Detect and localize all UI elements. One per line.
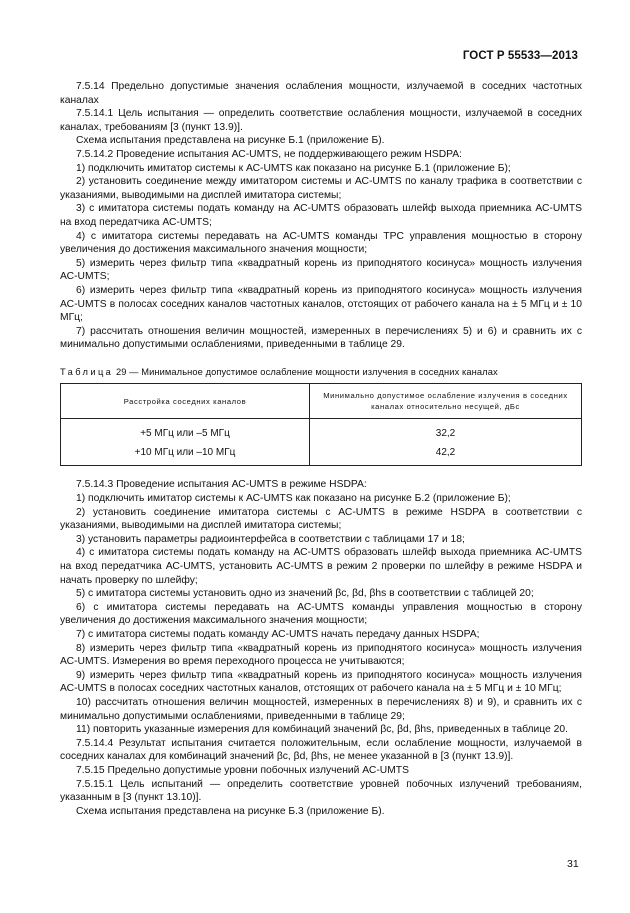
list-item: 3) установить параметры радиоинтерфейса в соответствии с таблицами 17 и 18; — [76, 533, 465, 545]
page-content — [60, 80, 582, 818]
list-item: 7) рассчитать отношения величин мощностей, измеренных в перечислениях 5) и 6) и сравнить их с минимально допустимыми ослаблениями, приведенными в таблице 29. — [60, 325, 582, 351]
paragraph-7-5-14-1: 7.5.14.1 Цель испытания — определить соответствие ослабления мощности, излучаемой в соседних каналах, требованиям [3 (пункт 13.9)]. — [60, 108, 582, 133]
table-cell-value: 32,2 — [310, 419, 582, 444]
page-number: 31 — [567, 858, 579, 870]
column-header-offset: Расстройка соседних каналов — [61, 384, 310, 419]
table-row — [61, 419, 582, 444]
column-header-attenuation: Минимально допустимое ослабление излучения в соседних каналах относительно несущей, дБс — [310, 384, 582, 419]
list-item: 5) измерить через фильтр типа «квадратный корень из приподнятого косинуса» мощность излучения АС-UMTS; — [60, 257, 582, 283]
paragraph-7-5-14-4: 7.5.14.4 Результат испытания считается положительным, если ослабление мощности, излучаемой в соседних каналах для комбинаций значений βc, βd, βhs, не менее указанной в [3 (пункт 13.9)]. — [60, 737, 582, 763]
paragraph-scheme-b1: Схема испытания представлена на рисунке Б.1 (приложение Б). — [76, 135, 385, 147]
list-item: 1) подключить имитатор системы к АС-UMTS как показано на рисунке Б.2 (приложение Б); — [76, 493, 511, 505]
list-item: 7) с имитатора системы подать команду АС-UMTS начать передачу данных HSDPA; — [76, 629, 480, 640]
list-item: 1) подключить имитатор системы к АС-UMTS как показано на рисунке Б.1 (приложение Б); — [76, 162, 511, 174]
list-item: 4) с имитатора системы передавать на АС-UMTS команды TPC управления мощностью в сторону увеличения до достижения максимального значения мощности; — [60, 230, 582, 256]
section-7-5-14-3 — [60, 478, 582, 818]
list-item: 6) с имитатора системы передавать на АС-UMTS команды управления мощностью в сторону увеличения до достижения максимального значения мощности; — [60, 601, 582, 627]
paragraph-7-5-15-1: 7.5.15.1 Цель испытаний — определить соответствие уровней побочных излучений требованиям, указанным в [3 (пункт 13.10)]. — [60, 778, 582, 804]
table-header-row — [61, 384, 582, 419]
list-item: 6) измерить через фильтр типа «квадратный корень из приподнятого косинуса» мощность излучения АС-UMTS в полосах соседних каналов частотных каналов, отстоящих от рабочего канала на ± 5 МГц и ± 10 МГц; — [60, 284, 582, 324]
list-item: 4) с имитатора системы подать команду на АС-UMTS образовать шлейф выхода приемника АС-UMTS на вход передатчика АС-UMTS, установить АС-UMTS в режим 2 проверки по шлейфу в режиме HSDPA и начать проверку по шлейфу; — [60, 547, 582, 586]
list-item: 11) повторить указанные измерения для комбинаций значений βc, βd, βhs, приведенных в таблице 20. — [76, 724, 568, 736]
table-row — [61, 443, 582, 466]
list-item: 9) измерить через фильтр типа «квадратный корень из приподнятого косинуса» мощность излучения АС-UMTS в полосах соседних частотных каналов, отстоящих от рабочего канала на ± 5 МГц и ± 10 МГц; — [60, 669, 582, 695]
table-caption-label: Таблица — [60, 366, 114, 377]
paragraph-7-5-14-3: 7.5.14.3 Проведение испытания АС-UMTS в режиме HSDPA: — [76, 479, 367, 491]
paragraph-scheme-b3: Схема испытания представлена на рисунке Б.3 (приложение Б). — [76, 805, 385, 817]
section-7-5-14 — [60, 80, 582, 352]
table-cell-value: 42,2 — [310, 443, 582, 466]
list-item: 2) установить соединение имитатора системы с АС-UMTS в режиме HSDPA в соответствии с указаниями, выводимыми на дисплей имитатора системы; — [60, 506, 582, 532]
heading-7-5-14: 7.5.14 Предельно допустимые значения ослабления мощности, излучаемой в соседних частотных каналах — [60, 81, 582, 106]
list-item: 5) с имитатора системы установить одно из значений βc, βd, βhs в соответствии с таблицей 20; — [76, 588, 534, 600]
list-item: 3) с имитатора системы подать команду на АС-UMTS образовать шлейф выхода приемника АС-UMTS на вход передатчика АС-UMTS; — [60, 203, 582, 228]
table-cell-offset: +10 МГц или –10 МГц — [61, 443, 310, 466]
table-caption — [60, 366, 582, 380]
list-item: 8) измерить через фильтр типа «квадратный корень из приподнятого косинуса» мощность излучения АС-UMTS. Измерения во время переходного процесса не учитываются; — [60, 642, 582, 668]
table-cell-offset: +5 МГц или –5 МГц — [61, 419, 310, 444]
paragraph-7-5-14-2: 7.5.14.2 Проведение испытания АС-UMTS, не поддерживающего режим HSDPA: — [76, 148, 462, 160]
document-header: ГОСТ Р 55533—2013 — [462, 50, 578, 62]
table-caption-text: 29 — Минимальное допустимое ослабление мощности излучения в соседних каналах — [115, 366, 498, 377]
heading-7-5-15: 7.5.15 Предельно допустимые уровни побочных излучений АС-UMTS — [76, 764, 409, 776]
table-29 — [60, 383, 582, 466]
list-item: 2) установить соединение между имитатором системы и АС-UMTS по каналу трафика в соответствии с указаниями, выводимыми на дисплей имитатора системы; — [60, 176, 582, 201]
list-item: 10) рассчитать отношения величин мощностей, измеренных в перечислениях 8) и 9), и сравнить их с минимально допустимыми ослаблениями, приведенными в таблице 29; — [60, 696, 582, 722]
